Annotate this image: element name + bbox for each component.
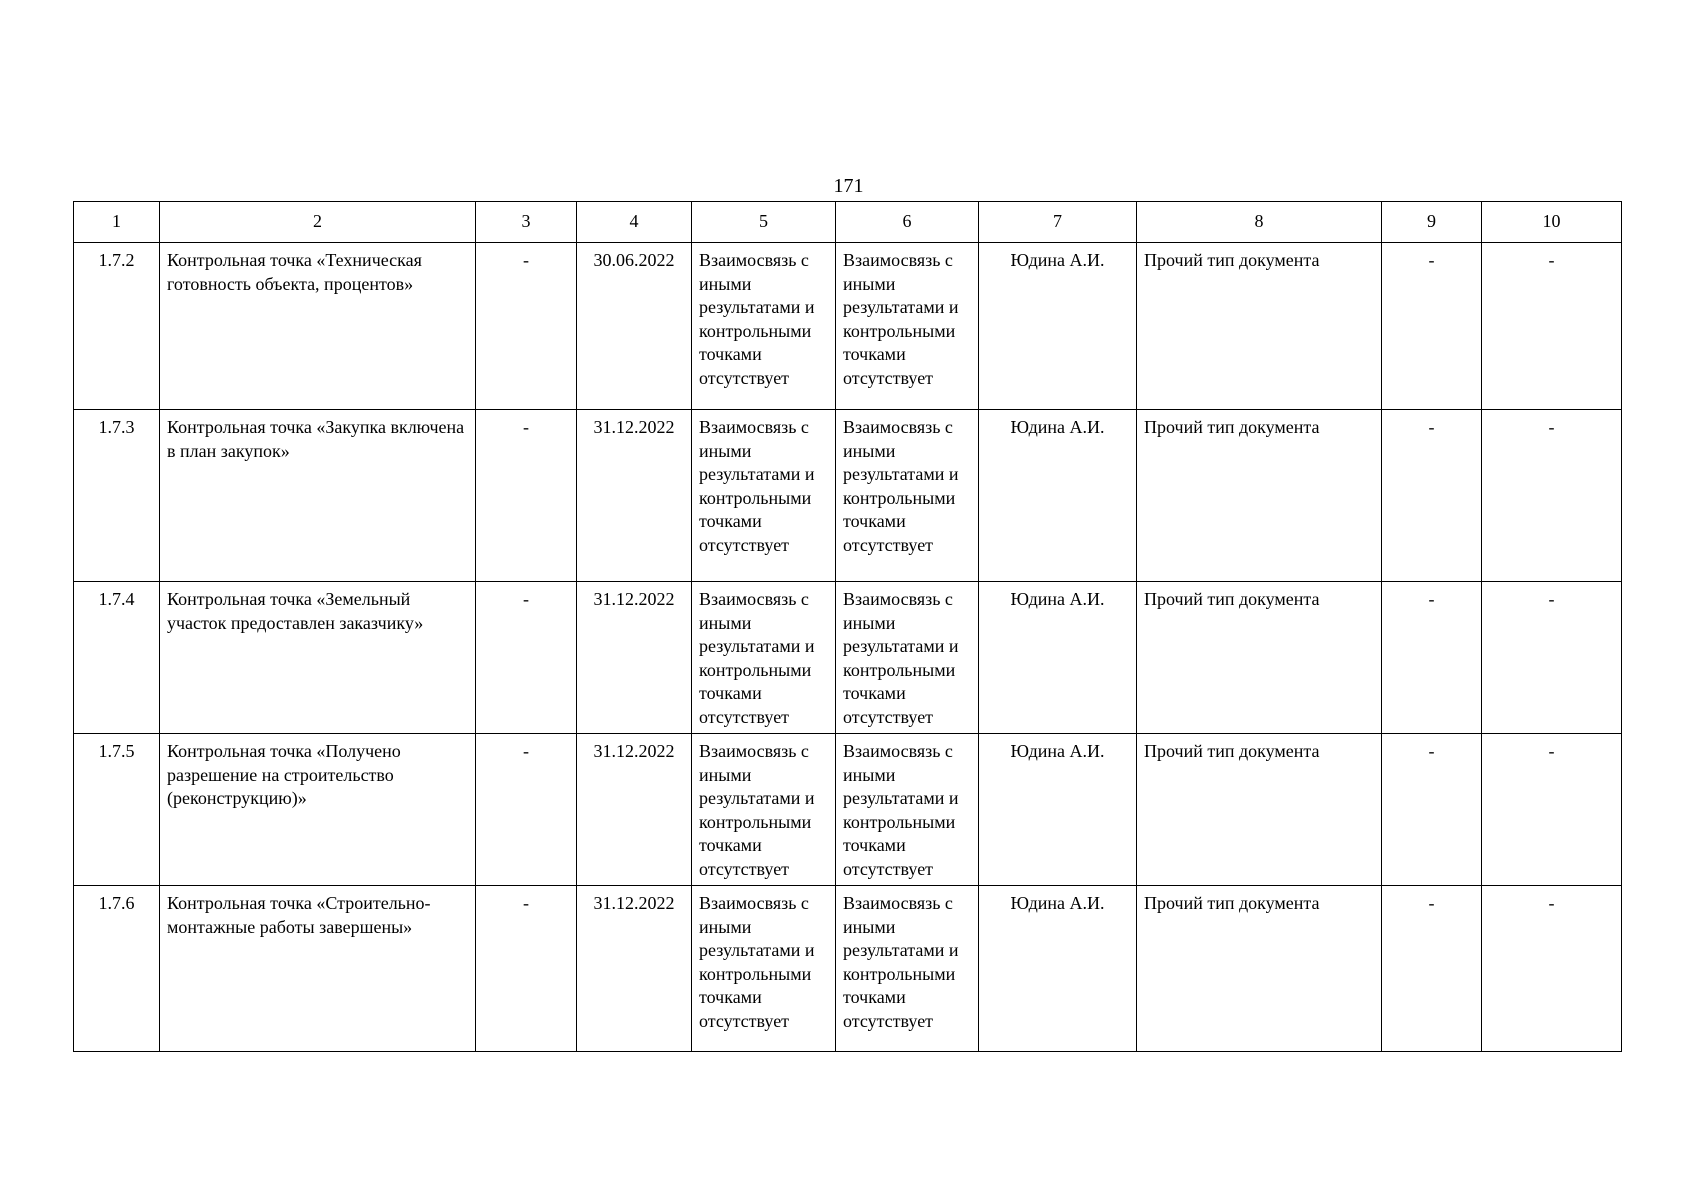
table-row	[74, 886, 1622, 1052]
relationship-next: Взаимосвязь с иными результатами и контрольными точками отсутствует	[836, 410, 979, 582]
column-header: 10	[1482, 202, 1622, 243]
column-header: 3	[476, 202, 577, 243]
column-header: 7	[979, 202, 1137, 243]
due-date: 31.12.2022	[577, 886, 692, 1052]
document-type: Прочий тип документа	[1137, 734, 1382, 886]
column-10-value: -	[1482, 886, 1622, 1052]
column-3-value: -	[476, 243, 577, 410]
column-header: 9	[1382, 202, 1482, 243]
control-points-table	[73, 201, 1622, 1052]
column-10-value: -	[1482, 410, 1622, 582]
column-header: 4	[577, 202, 692, 243]
control-point-name: Контрольная точка «Получено разрешение на строительство (реконструкцию)»	[160, 734, 476, 886]
responsible-person: Юдина А.И.	[979, 886, 1137, 1052]
column-3-value: -	[476, 410, 577, 582]
relationship-next: Взаимосвязь с иными результатами и контрольными точками отсутствует	[836, 582, 979, 734]
column-3-value: -	[476, 886, 577, 1052]
table-row	[74, 582, 1622, 734]
column-9-value: -	[1382, 582, 1482, 734]
column-header: 8	[1137, 202, 1382, 243]
row-number: 1.7.4	[74, 582, 160, 734]
responsible-person: Юдина А.И.	[979, 243, 1137, 410]
relationship-previous: Взаимосвязь с иными результатами и контрольными точками отсутствует	[692, 410, 836, 582]
column-9-value: -	[1382, 410, 1482, 582]
due-date: 31.12.2022	[577, 734, 692, 886]
control-point-name: Контрольная точка «Земельный участок предоставлен заказчику»	[160, 582, 476, 734]
row-number: 1.7.3	[74, 410, 160, 582]
table-row	[74, 734, 1622, 886]
responsible-person: Юдина А.И.	[979, 582, 1137, 734]
due-date: 30.06.2022	[577, 243, 692, 410]
control-point-name: Контрольная точка «Закупка включена в план закупок»	[160, 410, 476, 582]
relationship-next: Взаимосвязь с иными результатами и контрольными точками отсутствует	[836, 886, 979, 1052]
relationship-previous: Взаимосвязь с иными результатами и контрольными точками отсутствует	[692, 243, 836, 410]
column-9-value: -	[1382, 886, 1482, 1052]
row-number: 1.7.2	[74, 243, 160, 410]
control-point-name: Контрольная точка «Техническая готовность объекта, процентов»	[160, 243, 476, 410]
page-number: 171	[833, 175, 864, 197]
column-header: 2	[160, 202, 476, 243]
relationship-next: Взаимосвязь с иными результатами и контрольными точками отсутствует	[836, 243, 979, 410]
column-10-value: -	[1482, 734, 1622, 886]
table-row	[74, 410, 1622, 582]
relationship-previous: Взаимосвязь с иными результатами и контрольными точками отсутствует	[692, 886, 836, 1052]
header-row	[74, 202, 1622, 243]
relationship-next: Взаимосвязь с иными результатами и контрольными точками отсутствует	[836, 734, 979, 886]
relationship-previous: Взаимосвязь с иными результатами и контрольными точками отсутствует	[692, 582, 836, 734]
responsible-person: Юдина А.И.	[979, 410, 1137, 582]
due-date: 31.12.2022	[577, 410, 692, 582]
row-number: 1.7.6	[74, 886, 160, 1052]
document-type: Прочий тип документа	[1137, 410, 1382, 582]
column-10-value: -	[1482, 582, 1622, 734]
responsible-person: Юдина А.И.	[979, 734, 1137, 886]
column-3-value: -	[476, 734, 577, 886]
column-10-value: -	[1482, 243, 1622, 410]
document-type: Прочий тип документа	[1137, 243, 1382, 410]
column-header: 5	[692, 202, 836, 243]
column-9-value: -	[1382, 243, 1482, 410]
column-3-value: -	[476, 582, 577, 734]
table-row	[74, 243, 1622, 410]
relationship-previous: Взаимосвязь с иными результатами и контрольными точками отсутствует	[692, 734, 836, 886]
row-number: 1.7.5	[74, 734, 160, 886]
document-type: Прочий тип документа	[1137, 886, 1382, 1052]
control-point-name: Контрольная точка «Строительно-монтажные работы завершены»	[160, 886, 476, 1052]
column-9-value: -	[1382, 734, 1482, 886]
column-header: 1	[74, 202, 160, 243]
due-date: 31.12.2022	[577, 582, 692, 734]
column-header: 6	[836, 202, 979, 243]
document-type: Прочий тип документа	[1137, 582, 1382, 734]
